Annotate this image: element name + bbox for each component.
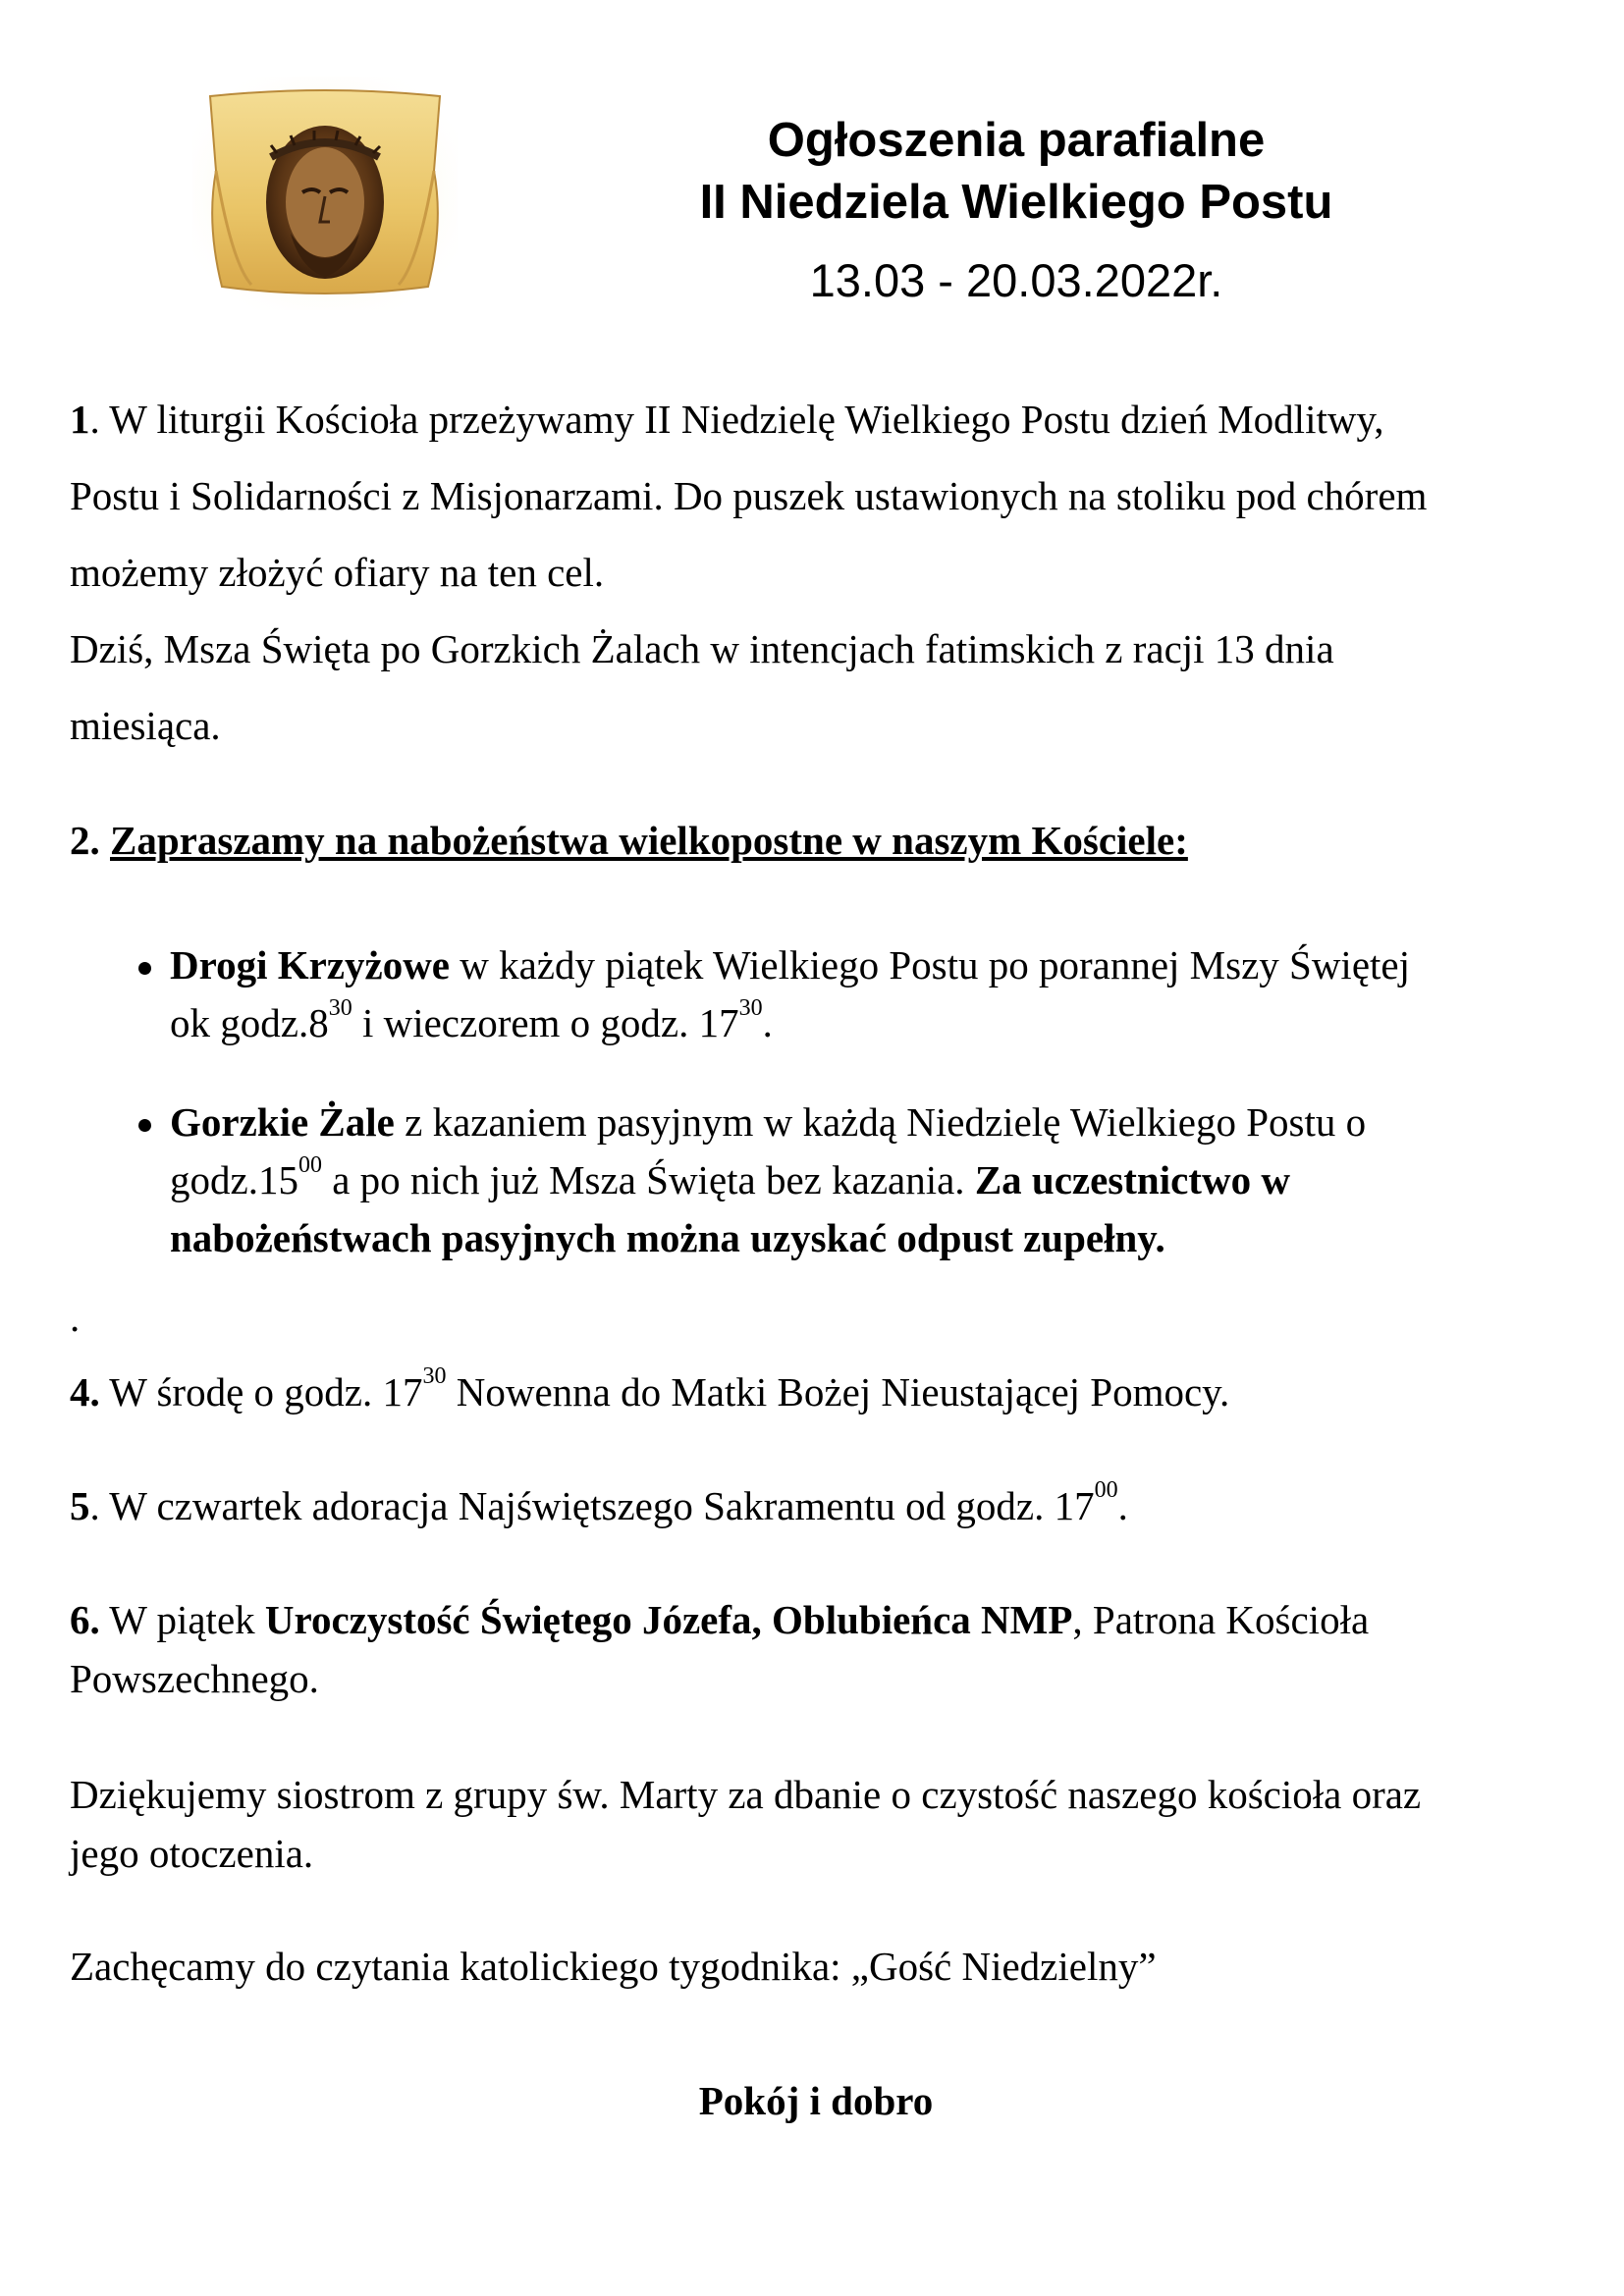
announcement-5 [70,1476,1562,1535]
text: i wieczorem o godz. 17 [352,1000,739,1045]
title-line-1: Ogłoszenia parafialne [767,114,1266,167]
text: . [1117,1483,1128,1528]
header [550,110,1483,307]
announcement-1-line-1 [70,381,1562,457]
superscript: 00 [298,1152,322,1178]
text: Nowenna do Matki Bożej Nieustającej Pomocy. [446,1369,1230,1415]
text: . W czwartek adoracja Najświętszego Sakramentu od godz. 17 [89,1483,1095,1528]
item-number: 6. [70,1597,100,1642]
text: jego otoczenia. [70,1831,314,1876]
announcement-1-line-5: miesiąca. [70,703,221,748]
announcement-2-heading [70,815,1188,866]
text: w każdy piątek Wielkiego Postu po porannej Mszy Świętej [450,942,1410,988]
encourage-note: Zachęcamy do czytania katolickiego tygodnika: „Gość Niedzielny” [70,1944,1157,1989]
superscript: 30 [738,995,763,1021]
bullet-item-bitter-lamentations [170,1094,1544,1267]
bullet-bold: Drogi Krzyżowe [170,942,450,988]
superscript: 30 [422,1363,447,1389]
item-number: 5 [70,1483,90,1528]
text: ok godz.8 [170,1000,329,1045]
text: . W liturgii Kościoła przeżywamy II Niedzielę Wielkiego Postu dzień Modlitwy, [89,397,1384,442]
stray-dot: . [70,1295,81,1340]
text: , Patrona Kościoła [1072,1597,1370,1642]
bold-text: Uroczystość Świętego Józefa, Oblubieńca NMP [264,1597,1073,1642]
title-line-2: II Niedziela Wielkiego Postu [699,176,1333,229]
item-number: 2. [70,818,100,863]
announcements-body [70,381,1562,2123]
bullet-bold: Gorzkie Żale [170,1099,395,1145]
text: Powszechnego. [70,1656,319,1701]
superscript: 30 [328,995,352,1021]
veil-of-veronica-image [192,77,458,310]
section-heading: Zapraszamy na nabożeństwa wielkopostne w naszym Kościele: [110,818,1188,863]
item-number: 4. [70,1369,100,1415]
text: W piątek [99,1597,265,1642]
text: a po nich już Msza Święta bez kazania. [321,1157,975,1202]
announcement-6 [70,1590,1562,1708]
date-range: 13.03 - 20.03.2022r. [809,254,1223,306]
bullet-item-stations [170,936,1544,1052]
announcement-4 [70,1362,1562,1421]
text: W środę o godz. 17 [99,1369,423,1415]
announcement-1 [70,381,1562,764]
bullet-list [170,936,1544,1267]
closing-greeting: Pokój i dobro [698,2078,934,2123]
text: Dziękujemy siostrom z grupy św. Marty za dbanie o czystość naszego kościoła oraz [70,1772,1422,1817]
announcement-1-line-3: możemy złożyć ofiary na ten cel. [70,550,605,595]
announcement-1-line-2: Postu i Solidarności z Misjonarzami. Do puszek ustawionych na stoliku pod chórem [70,473,1428,518]
superscript: 00 [1094,1477,1118,1503]
text: z kazaniem pasyjnym w każdą Niedzielę Wielkiego Postu o [394,1099,1367,1145]
thanks-note [70,1765,1562,1883]
text: godz.15 [170,1157,298,1202]
item-number: 1 [70,397,90,442]
text: . [762,1000,773,1045]
bold-text: nabożeństwach pasyjnych można uzyskać odpust zupełny. [170,1215,1165,1260]
announcement-1-line-4: Dziś, Msza Święta po Gorzkich Żalach w intencjach fatimskich z racji 13 dnia [70,626,1334,671]
bold-text: Za uczestnictwo w [974,1157,1290,1202]
